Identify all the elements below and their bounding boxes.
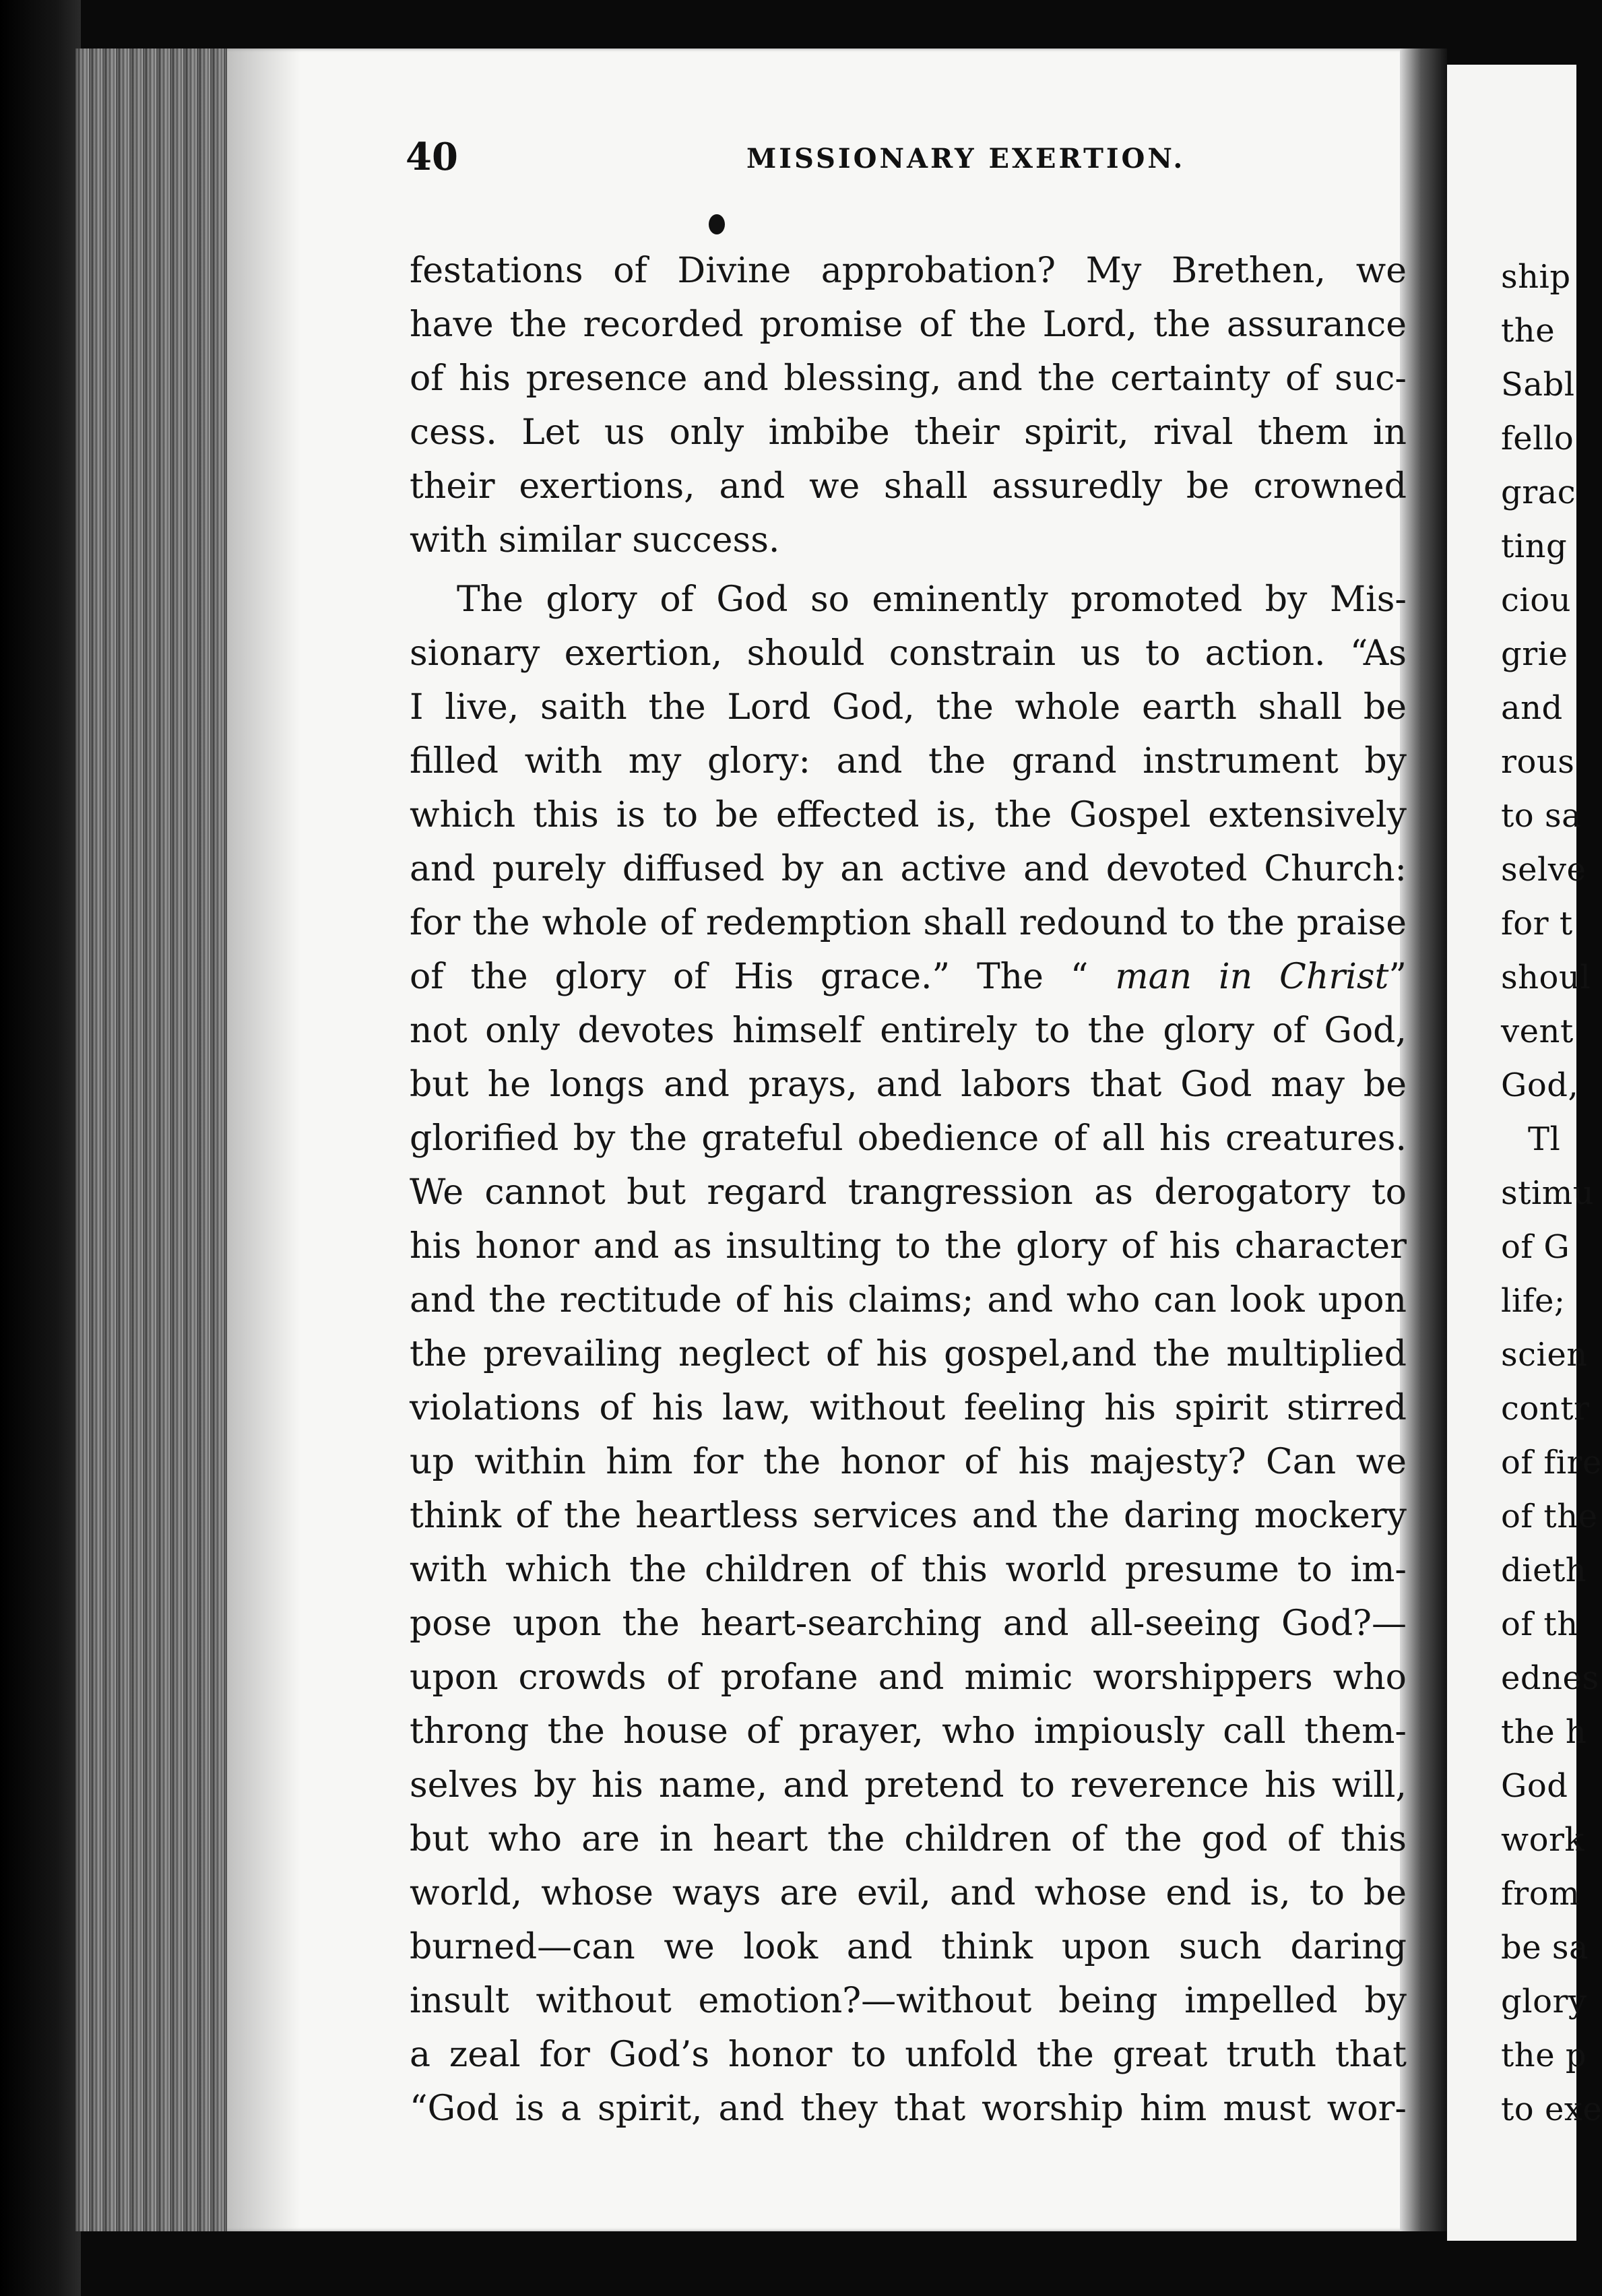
- text-line: burned—can we look and think upon such daring: [410, 1927, 1407, 1967]
- text-line: of the glory of His grace.” The “ man in Christ”: [410, 957, 1407, 997]
- right-page-line: the p: [1501, 2037, 1587, 2074]
- text-line: I live, saith the Lord God, the whole earth shall be: [410, 687, 1407, 728]
- right-page-line: rous: [1501, 743, 1575, 781]
- text-line: of his presence and blessing, and the certainty of suc-: [410, 358, 1407, 399]
- text-line: have the recorded promise of the Lord, the assurance: [410, 305, 1407, 345]
- right-page-line: of fire: [1501, 1444, 1602, 1481]
- text-line: which this is to be effected is, the Gospel extensively: [410, 795, 1407, 835]
- right-page-line: dieth: [1501, 1552, 1587, 1589]
- body-text: [410, 244, 1407, 2136]
- text-line: “God is a spirit, and they that worship him must wor-: [410, 2088, 1407, 2129]
- right-page-fragment: [1447, 65, 1602, 2241]
- text-line: his honor and as insulting to the glory of his character: [410, 1226, 1407, 1267]
- text-line: but he longs and prays, and labors that God may be: [410, 1064, 1407, 1105]
- right-page-line: fello: [1501, 420, 1574, 457]
- running-head: MISSIONARY EXERTION.: [746, 143, 1186, 174]
- text-line: insult without emotion?—without being impelled by: [410, 1981, 1407, 2021]
- right-page-line: grie: [1501, 635, 1568, 673]
- text-line: filled with my glory: and the grand instrument by: [410, 741, 1407, 782]
- right-page-line: and: [1501, 689, 1563, 727]
- text-line: world, whose ways are evil, and whose end is, to be: [410, 1873, 1407, 1913]
- text-line: but who are in heart the children of the god of this: [410, 1819, 1407, 1859]
- right-page-line: ting: [1501, 528, 1568, 565]
- right-page-lines: [1501, 250, 1602, 2136]
- right-page-line: be sa: [1501, 1929, 1589, 1967]
- text-line: for the whole of redemption shall redound to the praise: [410, 903, 1407, 943]
- text-line: with which the children of this world presume to im-: [410, 1550, 1407, 1590]
- right-page-line: contr: [1501, 1390, 1590, 1428]
- right-page-line: ciou: [1501, 581, 1572, 619]
- book-gutter: [1400, 49, 1447, 2231]
- text-line: The glory of God so eminently promoted by Mis-: [457, 579, 1407, 620]
- right-page-line: shoul: [1501, 959, 1591, 996]
- text-line: pose upon the heart-searching and all-seeing God?—: [410, 1603, 1407, 1644]
- page-edge-stack: [75, 49, 227, 2231]
- right-page-line: from: [1501, 1875, 1580, 1913]
- right-page-line: vent: [1501, 1013, 1574, 1050]
- right-page-line: Tl: [1528, 1120, 1561, 1158]
- text-line: and purely diffused by an active and devoted Church:: [410, 849, 1407, 889]
- text-line: with similar success.: [410, 520, 780, 561]
- right-page-line: of th: [1501, 1605, 1578, 1643]
- right-page-line: Sabl: [1501, 366, 1575, 404]
- text-line: glorified by the grateful obedience of all his creatures.: [410, 1118, 1407, 1159]
- text-line: sionary exertion, should constrain us to action. “As: [410, 633, 1407, 674]
- text-line: selves by his name, and pretend to reverence his will,: [410, 1765, 1407, 1806]
- right-page-line: grac: [1501, 474, 1576, 511]
- text-line: cess. Let us only imbibe their spirit, rival them in: [410, 412, 1407, 453]
- page-number: 40: [406, 135, 458, 179]
- right-page-line: life;: [1501, 1282, 1566, 1320]
- right-page-line: the h: [1501, 1713, 1587, 1751]
- right-page-line: work: [1501, 1821, 1585, 1859]
- text-line: their exertions, and we shall assuredly be crowned: [410, 466, 1407, 507]
- right-page-line: the: [1501, 312, 1556, 350]
- right-page-line: of the: [1501, 1498, 1598, 1535]
- ink-blot: [709, 214, 725, 234]
- right-page-line: God: [1501, 1767, 1568, 1805]
- text-line: We cannot but regard trangression as derogatory to: [410, 1172, 1407, 1213]
- right-page-line: of G: [1501, 1228, 1570, 1266]
- text-line: not only devotes himself entirely to the glory of God,: [410, 1011, 1407, 1051]
- right-page-line: to exe: [1501, 2091, 1602, 2128]
- right-page-line: scien: [1501, 1336, 1588, 1374]
- text-line: upon crowds of profane and mimic worshippers who: [410, 1657, 1407, 1698]
- text-line: the prevailing neglect of his gospel,and the multiplied: [410, 1334, 1407, 1374]
- text-line: up within him for the honor of his majesty? Can we: [410, 1442, 1407, 1482]
- scan-border: [0, 0, 81, 2296]
- right-page-line: to sa: [1501, 797, 1582, 835]
- right-page-line: God,: [1501, 1066, 1579, 1104]
- right-page-line: ship: [1501, 258, 1571, 296]
- text-line: a zeal for God’s honor to unfold the great truth that: [410, 2035, 1407, 2075]
- text-line: think of the heartless services and the daring mockery: [410, 1496, 1407, 1536]
- right-page-line: stimu: [1501, 1174, 1595, 1212]
- text-line: festations of Divine approbation? My Brethen, we: [410, 251, 1407, 291]
- right-page-line: ednes: [1501, 1659, 1599, 1697]
- text-line: throng the house of prayer, who impiously call them-: [410, 1711, 1407, 1752]
- text-line: and the rectitude of his claims; and who can look upon: [410, 1280, 1407, 1320]
- right-page-line: glory: [1501, 1983, 1587, 2020]
- text-line: violations of his law, without feeling his spirit stirred: [410, 1388, 1407, 1428]
- right-page-line: selve: [1501, 851, 1587, 889]
- right-page-line: for t: [1501, 905, 1573, 943]
